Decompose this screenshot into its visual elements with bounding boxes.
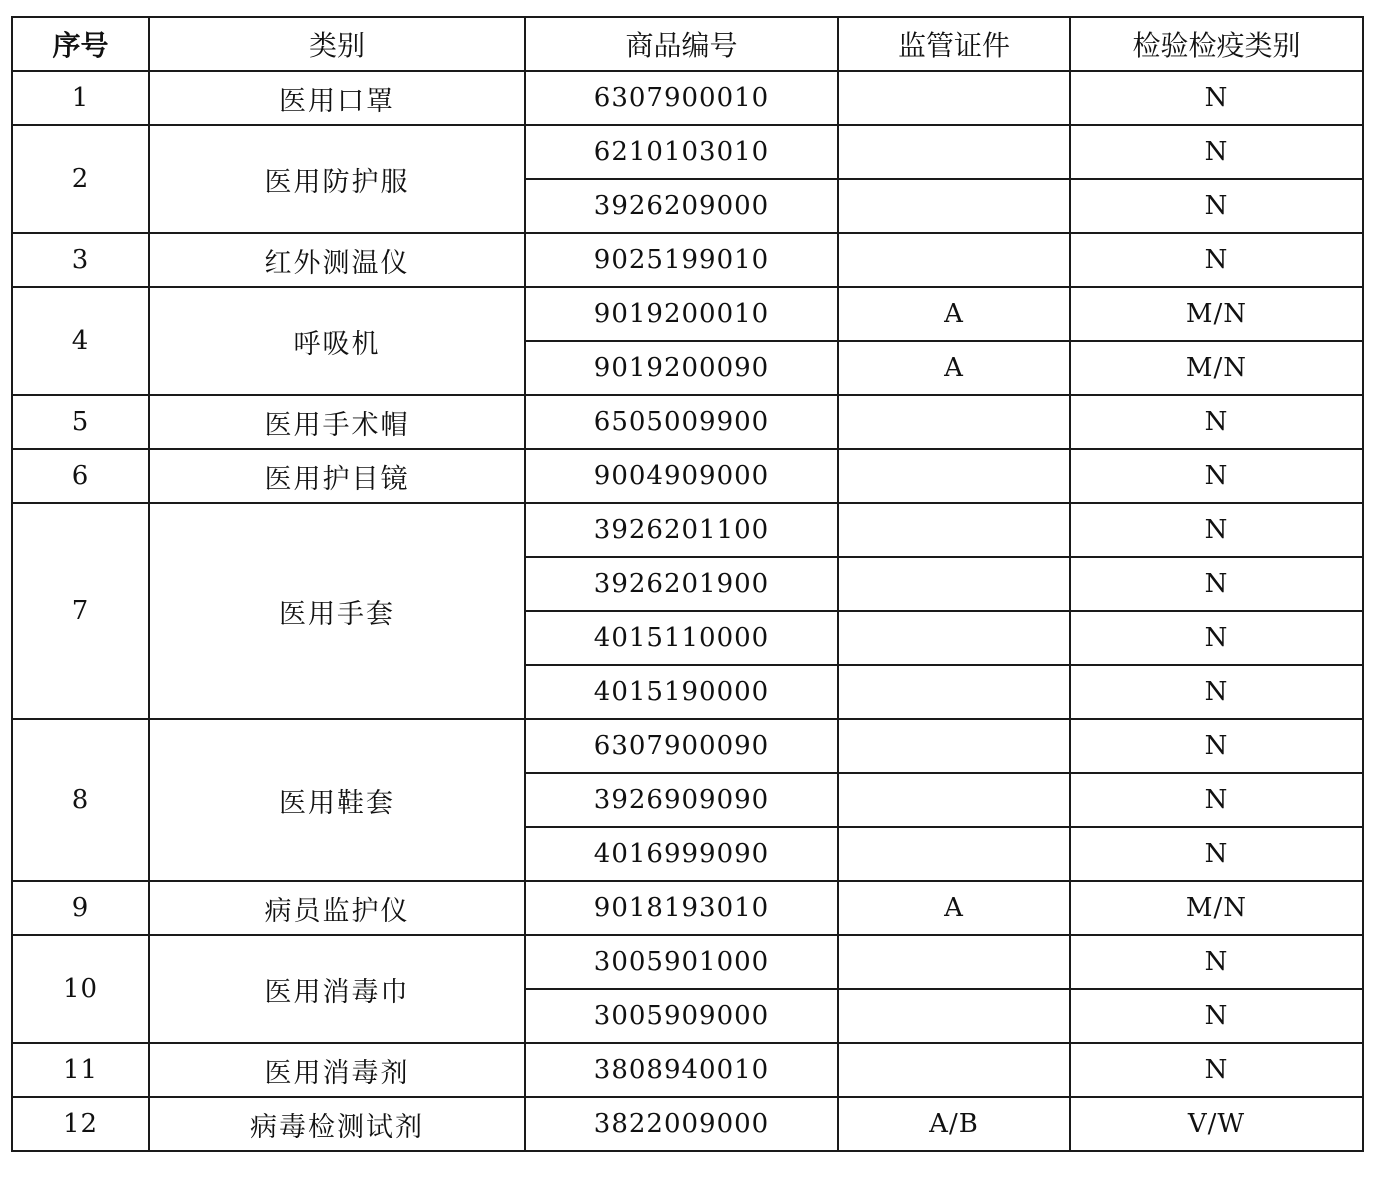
table-body [12,71,1363,1151]
code-cell: 6505009900 [525,395,838,449]
code-cell: 4015190000 [525,665,838,719]
table-row [12,233,1363,287]
inspection-cell: V/W [1070,1097,1363,1151]
cert-cell [838,125,1070,179]
inspection-cell: N [1070,71,1363,125]
code-cell: 9019200090 [525,341,838,395]
category-cell: 医用消毒剂 [149,1043,525,1097]
header-inspection: 检验检疫类别 [1070,17,1363,71]
seq-cell: 10 [12,935,149,1043]
code-cell: 9019200010 [525,287,838,341]
seq-cell: 7 [12,503,149,719]
inspection-cell: N [1070,233,1363,287]
seq-cell: 6 [12,449,149,503]
table-row [12,71,1363,125]
seq-cell: 5 [12,395,149,449]
header-seq: 序号 [12,17,149,71]
cert-cell [838,773,1070,827]
cert-cell: A/B [838,1097,1070,1151]
cert-cell [838,611,1070,665]
inspection-cell: N [1070,1043,1363,1097]
cert-cell [838,989,1070,1043]
cert-cell [838,233,1070,287]
category-cell: 病员监护仪 [149,881,525,935]
category-cell: 医用防护服 [149,125,525,233]
header-code: 商品编号 [525,17,838,71]
code-cell: 9025199010 [525,233,838,287]
cert-cell [838,71,1070,125]
code-cell: 4015110000 [525,611,838,665]
header-category: 类别 [149,17,525,71]
inspection-cell: N [1070,611,1363,665]
table-row [12,1043,1363,1097]
category-cell: 医用手术帽 [149,395,525,449]
inspection-cell: M/N [1070,881,1363,935]
table-row [12,395,1363,449]
inspection-cell: N [1070,719,1363,773]
table-row [12,719,1363,773]
cert-cell [838,449,1070,503]
inspection-cell: M/N [1070,287,1363,341]
code-cell: 6210103010 [525,125,838,179]
code-cell: 3822009000 [525,1097,838,1151]
inspection-cell: N [1070,503,1363,557]
inspection-cell: N [1070,125,1363,179]
category-cell: 医用鞋套 [149,719,525,881]
category-cell: 医用口罩 [149,71,525,125]
code-cell: 3926909090 [525,773,838,827]
category-cell: 医用手套 [149,503,525,719]
seq-cell: 1 [12,71,149,125]
cert-cell [838,719,1070,773]
inspection-cell: N [1070,989,1363,1043]
seq-cell: 11 [12,1043,149,1097]
inspection-cell: M/N [1070,341,1363,395]
table-row [12,1097,1363,1151]
cert-cell [838,827,1070,881]
category-cell: 红外测温仪 [149,233,525,287]
cert-cell [838,557,1070,611]
seq-cell: 8 [12,719,149,881]
code-cell: 3926201100 [525,503,838,557]
cert-cell [838,395,1070,449]
commodity-table [11,16,1364,1152]
inspection-cell: N [1070,773,1363,827]
cert-cell: A [838,341,1070,395]
seq-cell: 9 [12,881,149,935]
table-row [12,503,1363,557]
inspection-cell: N [1070,395,1363,449]
code-cell: 3005909000 [525,989,838,1043]
table-row [12,125,1363,179]
header-cert: 监管证件 [838,17,1070,71]
inspection-cell: N [1070,827,1363,881]
table-row [12,449,1363,503]
cert-cell [838,179,1070,233]
seq-cell: 4 [12,287,149,395]
code-cell: 6307900010 [525,71,838,125]
inspection-cell: N [1070,449,1363,503]
seq-cell: 12 [12,1097,149,1151]
inspection-cell: N [1070,557,1363,611]
cert-cell [838,935,1070,989]
seq-cell: 2 [12,125,149,233]
table-row [12,287,1363,341]
inspection-cell: N [1070,665,1363,719]
table-row [12,935,1363,989]
code-cell: 3808940010 [525,1043,838,1097]
cert-cell [838,503,1070,557]
code-cell: 6307900090 [525,719,838,773]
cert-cell: A [838,287,1070,341]
cert-cell [838,1043,1070,1097]
category-cell: 医用消毒巾 [149,935,525,1043]
code-cell: 3926201900 [525,557,838,611]
category-cell: 呼吸机 [149,287,525,395]
code-cell: 9004909000 [525,449,838,503]
cert-cell [838,665,1070,719]
code-cell: 3926209000 [525,179,838,233]
category-cell: 医用护目镜 [149,449,525,503]
code-cell: 4016999090 [525,827,838,881]
inspection-cell: N [1070,935,1363,989]
code-cell: 3005901000 [525,935,838,989]
category-cell: 病毒检测试剂 [149,1097,525,1151]
header-row [12,17,1363,71]
seq-cell: 3 [12,233,149,287]
table-row [12,881,1363,935]
code-cell: 9018193010 [525,881,838,935]
cert-cell: A [838,881,1070,935]
inspection-cell: N [1070,179,1363,233]
